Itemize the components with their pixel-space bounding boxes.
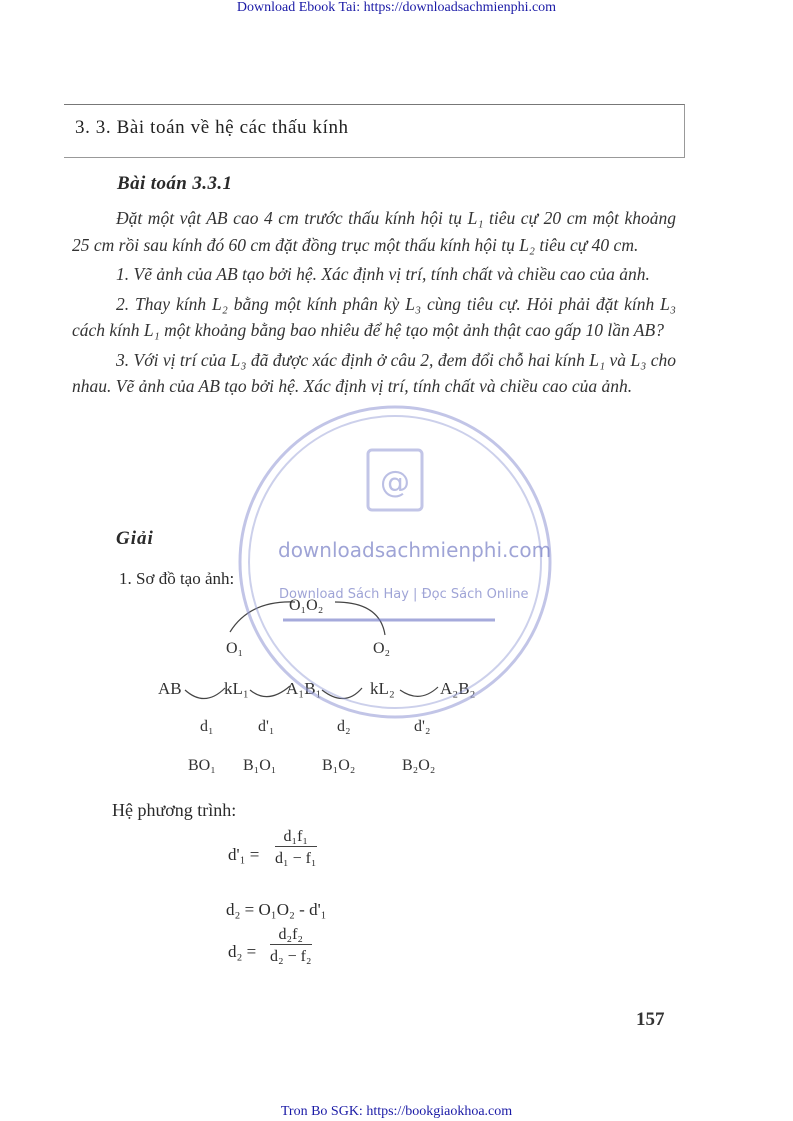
eq2: d₂ = O₁O₂ - d'₁ [226, 900, 327, 919]
arc-o1o2-o2 [335, 602, 385, 635]
arc-kl1-a1b1 [250, 686, 290, 697]
question-3: 3. Với vị trí của L₃ đã được xác định ở câu 2, đem đổi chỗ hai kính L₁ và L₃ cho nhau. Vẽ ảnh của AB tạo bởi hệ. Xác định vị trí, tính chất và chiều cao của ảnh. [72, 349, 676, 396]
chain-a1b1: A₁B₁ [286, 679, 322, 698]
question-1: 1. Vẽ ảnh của AB tạo bởi hệ. Xác định vị trí, tính chất và chiều cao của ảnh. [116, 264, 650, 284]
eq3-numerator: d₂f₂ [270, 926, 312, 945]
eq1-numerator: d₁f₁ [275, 828, 317, 847]
dist-d1: d₁ [200, 718, 214, 735]
system-label: Hệ phương trình: [112, 800, 237, 820]
watermark-site: downloadsachmienphi.com [278, 538, 552, 562]
seg-b1o1: B₁O₁ [243, 757, 277, 774]
svg-text:@: @ [380, 465, 410, 500]
arc-a1b1-kl2 [322, 688, 362, 699]
step-1-label: 1. Sơ đồ tạo ảnh: [119, 569, 235, 588]
footer-sgk-link[interactable]: Tron Bo SGK: https://bookgiaokhoa.com [280, 1104, 513, 1119]
page-number: 157 [636, 1009, 665, 1030]
watermark-tagline: Download Sách Hay | Đọc Sách Online [279, 587, 529, 602]
seg-b1o2: B₁O₂ [322, 757, 356, 774]
dist-d2-prime: d'₂ [414, 718, 431, 735]
label-o2: O₂ [373, 640, 391, 657]
arc-o1-o1o2 [230, 602, 295, 632]
image-formation-arcs [0, 590, 793, 710]
arc-kl2-a2b2 [400, 687, 438, 696]
eq1-fraction [275, 828, 317, 868]
section-title: 3. 3. Bài toán về hệ các thấu kính [75, 117, 349, 138]
dist-d2: d₂ [337, 718, 351, 735]
problem-intro: Đặt một vật AB cao 4 cm trước thấu kính hội tụ L₁ tiêu cự 20 cm một khoảng 25 cm rồi sau kính đó 60 cm đặt đồng trục một thấu kính hội tụ L₂ tiêu cự 40 cm. [72, 208, 676, 255]
arc-ab-kl1 [185, 688, 225, 699]
question-2: 2. Thay kính L₂ bằng một kính phân kỳ L₃ cùng tiêu cự. Hỏi phải đặt kính L₃ cách kính L₁ một khoảng bằng bao nhiêu để hệ tạo một ảnh thật cao gấp 10 lần AB? [72, 293, 676, 340]
label-o1: O₁ [226, 640, 244, 657]
seg-b2o2: B₂O₂ [402, 757, 436, 774]
book-icon [368, 450, 422, 510]
eq1-lhs: d'₁ = [228, 845, 260, 864]
problem-title: Bài toán 3.3.1 [117, 173, 233, 194]
eq3-fraction [270, 926, 312, 966]
header-download-link[interactable]: Download Ebook Tai: https://downloadsachmienphi.com [236, 0, 557, 15]
chain-kl1: kL₁ [224, 679, 249, 698]
eq1-denominator: d₁ − f₁ [275, 850, 317, 867]
seg-bo1: BO₁ [188, 757, 216, 774]
eq3-denominator: d₂ − f₂ [270, 948, 312, 965]
dist-d1-prime: d'₁ [258, 718, 275, 735]
problem-statement [72, 205, 676, 400]
solution-heading: Giải [116, 528, 154, 549]
eq3-lhs: d₂ = [228, 942, 257, 961]
chain-ab: AB [158, 679, 182, 698]
label-o1o2: O₁O₂ [289, 597, 324, 614]
chain-kl2: kL₂ [370, 679, 395, 698]
chain-a2b2: A₂B₂ [440, 679, 476, 698]
